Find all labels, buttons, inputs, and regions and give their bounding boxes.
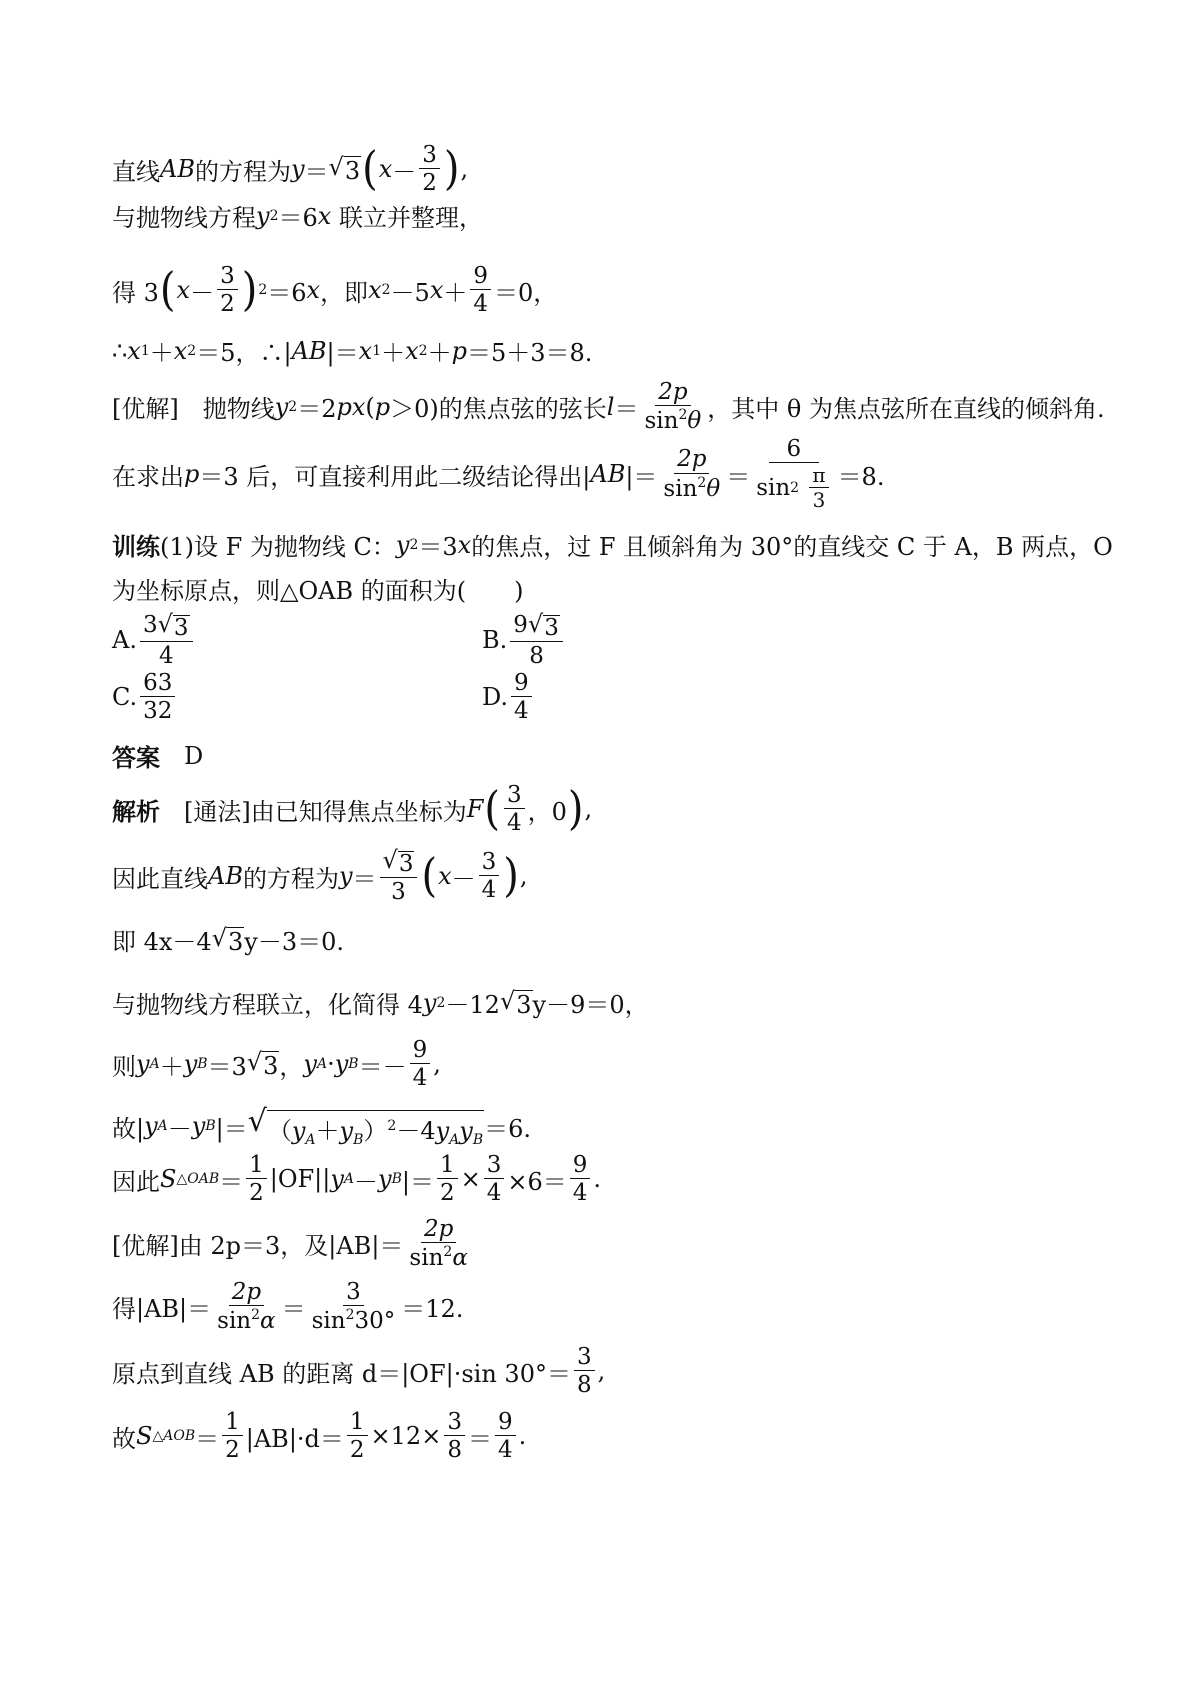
math: x (429, 276, 444, 305)
text: 的焦点，过 F 且倾斜角为 30°的直线交 C 于 A，B 两点，O (471, 533, 1113, 561)
line-conclusion: 在求出 p ＝3 后，可直接利用此二级结论得出| AB |＝ $\frac{2p}{\sin^2\theta}$ ＝ 6 sin 2 $\frac{\pi}{3}$ ＝8. (112, 436, 885, 513)
line-distance: 故| y A － y B |＝ √ $(y_A+y_B)^2-4y_Ay_B$ ＝6. (112, 1104, 532, 1148)
answer-line (112, 738, 203, 773)
line-area: 因此 S △OAB ＝ $\frac{1}{2}$ |OF|| y A － y B |＝ $\frac{1}{2}$ × $\frac{3}{4}$ ×6＝ $\frac{9}{4}$ . (112, 1152, 602, 1207)
text: －4 (396, 1117, 436, 1145)
question-line-2 (112, 571, 523, 606)
text: [通法]由已知得焦点坐标为 (184, 797, 467, 826)
text: ＝6 (267, 278, 307, 307)
text: ＝0， (494, 278, 558, 307)
text: ＝6. (484, 1114, 532, 1143)
text: 因此直线 (112, 864, 208, 893)
text: AB (160, 155, 195, 184)
fraction: $\frac{3}{2}$ (217, 264, 238, 316)
math: x (176, 276, 191, 305)
math: y (256, 201, 270, 230)
paren: ) (241, 263, 258, 317)
text: 即 4x－4 (112, 928, 212, 956)
text: ＝3 后，可直接利用此二级结论得出| (199, 462, 591, 491)
paren: ) (443, 142, 460, 196)
line-quadratic: 与抛物线方程联立，化简得 4 y 2 －12 √ 3 y－9＝0， (112, 986, 649, 1019)
line-vieta: 则 y A ＋ y B ＝3 √ 3 ， y A · y B ＝－ $\frac{9}{4}$ , (112, 1037, 441, 1092)
line-ab-length: 得|AB|＝ $\frac{2p}{\sin^2\alpha}$ ＝ $\frac{3}{\sin^230^\circ}$ ＝12. (112, 1279, 464, 1335)
text: 因此 (112, 1167, 160, 1196)
option-b[interactable] (482, 612, 566, 668)
fraction: $\frac{2p}{\sin^2\theta}$ (644, 379, 702, 435)
line-simplified: 即 4x－4 √ 3 y－3＝0. (112, 923, 345, 956)
fraction: $\frac{9}{4}$ (470, 264, 491, 316)
text: ＝12. (401, 1295, 464, 1324)
option-label: D. (482, 683, 509, 712)
tag-answer: 答案 (112, 743, 160, 772)
math: ＝6 (278, 204, 318, 232)
text: |＝ (326, 339, 359, 367)
math: － (190, 278, 215, 307)
text: －12 (445, 991, 500, 1019)
option-a[interactable] (112, 612, 196, 668)
math: y (290, 155, 305, 184)
tag-training: 训练 (112, 532, 160, 561)
text: 得|AB|＝ (112, 1295, 212, 1324)
text: 为坐标原点，则△OAB 的面积为( ) (112, 577, 524, 605)
text: 原点到直线 AB 的距离 d＝|OF|·sin 30°＝ (112, 1359, 571, 1388)
analysis-line: 解析 [通法]由已知得焦点坐标为 F ( $\frac{3}{4}$ ，0 ) , (112, 782, 593, 837)
answer-value: D (184, 741, 204, 770)
fraction: 3 √ 3 4 (140, 612, 193, 668)
text: ×12× (370, 1422, 442, 1451)
text: |AB|·d＝ (245, 1424, 344, 1453)
paren: ( (159, 263, 176, 317)
line-ab-equation-2: 因此直线 AB 的方程为 y ＝ √ 3 3 ( x － $\frac{3}{4}$ ) , (112, 846, 528, 906)
sqrt: √ 3 (328, 153, 361, 186)
text: ＝5，∴| (196, 339, 292, 367)
text: ＝3 (418, 533, 458, 561)
line-area-2: 故 S △AOB ＝ $\frac{1}{2}$ |AB|·d＝ $\frac{1}{2}$ ×12× $\frac{3}{8}$ ＝ $\frac{9}{4}$ . (112, 1409, 527, 1464)
text: －5 (390, 278, 430, 307)
text: 故| (112, 1114, 145, 1143)
text: ×6＝ (507, 1167, 567, 1196)
math: , (460, 155, 469, 184)
math: x (306, 276, 321, 305)
text: 得 3 (112, 278, 159, 307)
text: 的方程为 (194, 157, 291, 186)
math: ＋ (443, 278, 468, 307)
text: AB (590, 460, 626, 489)
text: 与抛物线方程 (112, 204, 256, 232)
text: ＝－ (358, 1052, 407, 1081)
text: 与抛物线方程联立，化简得 4 (112, 991, 423, 1019)
option-c[interactable] (112, 671, 178, 723)
tag-analysis: 解析 (112, 796, 160, 826)
text: 抛物线 (202, 395, 275, 424)
math: x (368, 276, 382, 305)
fraction: 9 √ 3 8 (510, 612, 563, 668)
math: ＝ (304, 157, 329, 186)
text: |＝ (215, 1114, 248, 1143)
text: y－3＝0. (244, 928, 345, 956)
paren: ( (362, 142, 378, 196)
text: ＝2 (297, 395, 337, 424)
line-sum: ∴ x 1 ＋ x 2 ＝5，∴| AB |＝ x 1 ＋ x 2 ＋ p ＝5＋3＝8. (112, 333, 592, 368)
question-line-1: 训练 (1)设 F 为抛物线 C： y 2 ＝3 x 的焦点，过 F 且倾斜角为 30°的直线交 C 于 A，B 两点，O (112, 527, 1113, 562)
text: |OF|| (269, 1165, 331, 1194)
text: y－9＝0， (532, 991, 649, 1019)
text: ＝5＋3＝8. (466, 339, 593, 367)
text: ∴ (112, 336, 128, 365)
text: 联立并整理， (338, 204, 483, 232)
text: |＝ (625, 462, 658, 491)
line-derive: 得 3 ( x － $\frac{3}{2}$ ) 2 ＝6 x ，即 x 2 －5 x ＋ $\frac{9}{4}$ ＝0， (112, 263, 558, 318)
text: AB (291, 336, 327, 365)
text: 故 (112, 1424, 136, 1453)
text: ( (365, 392, 375, 421)
text: 则 (112, 1052, 136, 1081)
line-combine: 与抛物线方程 y 2 ＝6 x 联立并整理， (112, 198, 483, 233)
option-label: C. (112, 683, 138, 712)
text: 在求出 (112, 462, 184, 491)
math: x (317, 201, 332, 230)
text: ＞0)的焦点弦的弦长 (390, 395, 607, 424)
text: （ (267, 1117, 292, 1145)
text: ， (279, 1052, 304, 1081)
option-label: A. (112, 626, 137, 655)
text: AB (208, 862, 243, 891)
math: － (392, 157, 417, 186)
tag-youjie: [优解] (112, 395, 179, 424)
text: ，其中 θ 为焦点弦所在直线的倾斜角. (707, 395, 1105, 424)
fraction: $\frac{9}{4}$ (511, 671, 532, 723)
text: ＝8. (837, 462, 885, 491)
text: 的方程为 (242, 864, 339, 893)
text: (1)设 F 为抛物线 C： (160, 533, 396, 561)
text: ＝3 (207, 1052, 247, 1081)
text: 由 2p＝3，及|AB|＝ (178, 1232, 404, 1261)
line-youjie-2: [优解] 由 2p＝3，及|AB|＝ $\frac{2p}{\sin^2\alpha}$ (112, 1216, 468, 1272)
fraction: $\frac{2p}{\sin^2\theta}$ (663, 446, 721, 502)
line-ab-equation (112, 143, 468, 195)
text: 直线 (112, 157, 160, 186)
fraction: $\frac{3}{2}$ (419, 143, 440, 195)
fraction: 6 sin 2 $\frac{\pi}{3}$ (753, 437, 834, 511)
line-origin-distance: 原点到直线 AB 的距离 d＝|OF|·sin 30°＝ $\frac{3}{8}$ , (112, 1344, 606, 1399)
text: ，即 (320, 278, 369, 307)
option-d[interactable] (482, 671, 535, 723)
text: |＝ (401, 1167, 434, 1196)
math: x (378, 155, 393, 184)
line-youjie: [优解] 抛物线 y 2 ＝2 px ( p ＞0)的焦点弦的弦长 l ＝ $\frac{2p}{\sin^2\theta}$ ，其中 θ 为焦点弦所在直线的倾斜角. (112, 379, 1105, 435)
tag-youjie: [优解] (112, 1232, 179, 1261)
fraction: $\frac{63}{32}$ (140, 671, 175, 723)
option-label: B. (482, 626, 508, 655)
text: ） (363, 1117, 388, 1145)
